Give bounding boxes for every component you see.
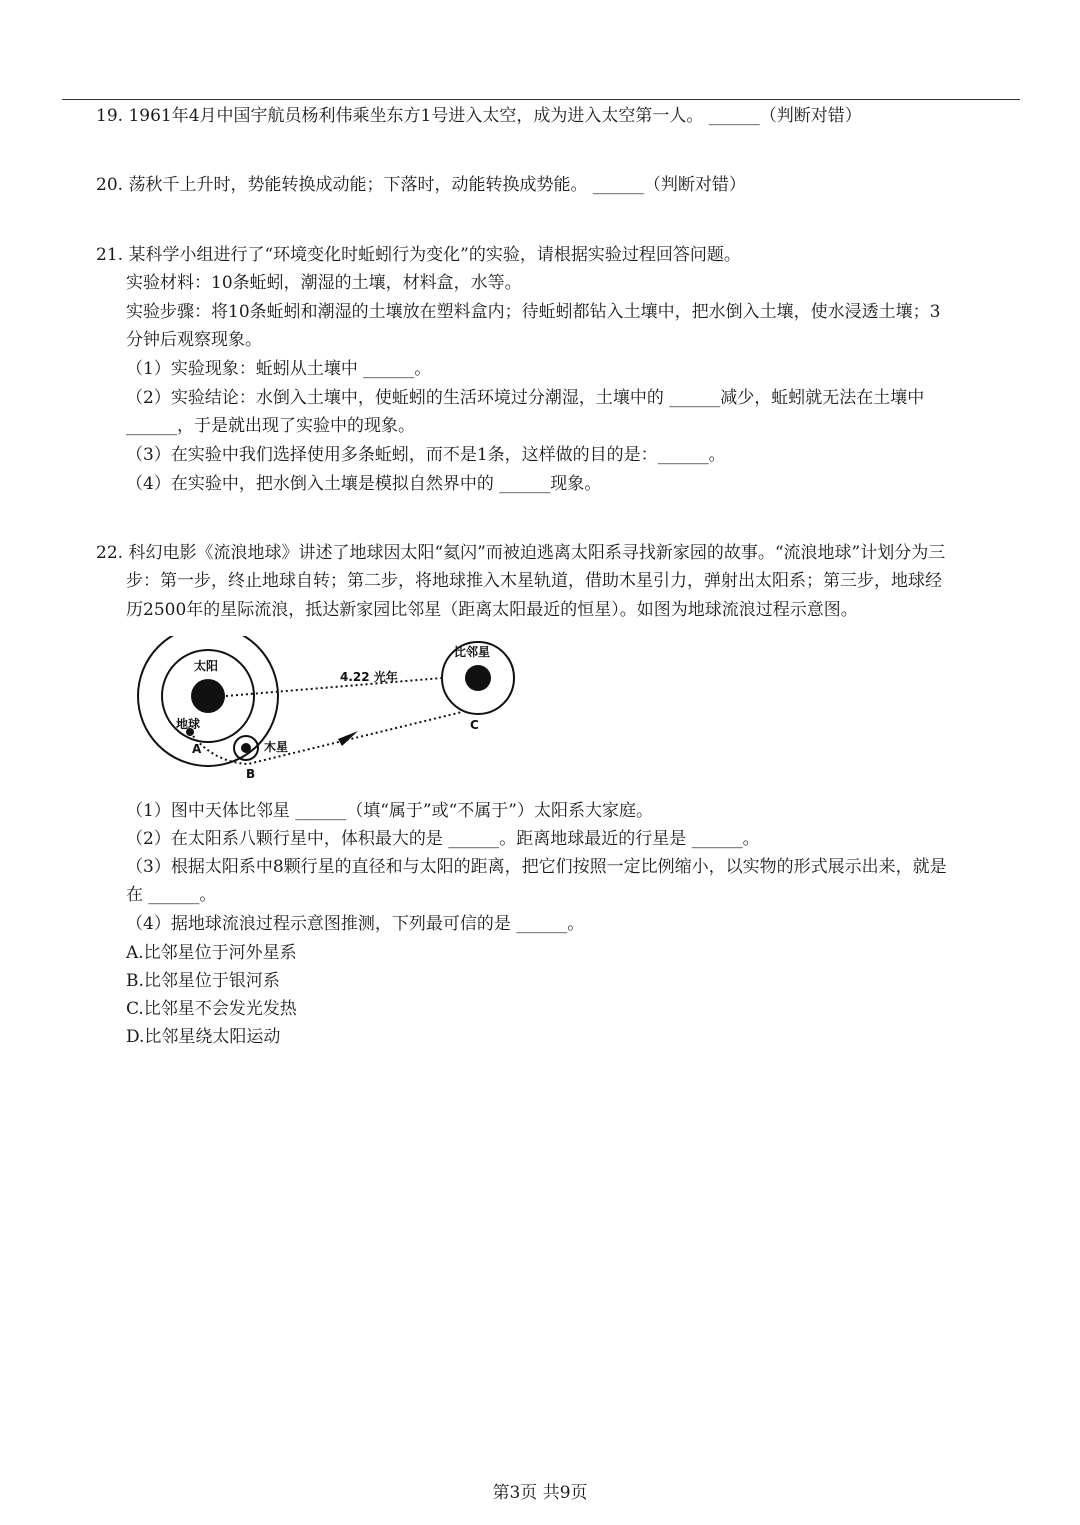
earth-label: 地球 [176,717,201,731]
point-b-label: B [246,767,256,781]
question-22-sub3-line2: 在 ______。 [126,885,217,905]
jupiter-label: 木星 [264,740,289,754]
question-22-sub2: （2）在太阳系八颗行星中，体积最大的是 ______。距离地球最近的行星是 ______。 [126,829,760,849]
option-a: A.比邻星位于河外星系 [126,943,297,963]
question-21-sub2-line1: （2）实验结论：水倒入土壤中，使蚯蚓的生活环境过分潮湿，土壤中的 ______减少，蚯蚓就无法在土壤中 [126,388,925,408]
wandering-earth-diagram [132,636,522,786]
question-22-stem-line3: 历2500年的星际流浪，抵达新家园比邻星（距离太阳最近的恒星）。如图为地球流浪过程示意图。 [126,600,858,620]
option-d: D.比邻星绕太阳运动 [126,1027,281,1047]
earth-trajectory [190,712,462,764]
question-21-steps-line2: 分钟后观察现象。 [126,330,262,350]
question-22-stem-line1: 22. 科幻电影《流浪地球》讲述了地球因太阳“氦闪”而被迫逃离太阳系寻找新家园的故事。“流浪地球”计划分为三 [96,543,946,563]
question-19: 19. 1961年4月中国宇航员杨利伟乘坐东方1号进入太空，成为进入太空第一人。 ______（判断对错） [96,106,862,126]
point-c-label: C [470,718,479,732]
jupiter [241,743,251,753]
question-21-steps-line1: 实验步骤：将10条蚯蚓和潮湿的土壤放在塑料盒内；待蚯蚓都钻入土壤中，把水倒入土壤，使水浸透土壤；3 [126,302,941,322]
question-20: 20. 荡秋千上升时，势能转换成动能；下落时，动能转换成势能。 ______（判断对错） [96,175,746,195]
question-22-sub4: （4）据地球流浪过程示意图推测，下列最可信的是 ______。 [126,914,585,934]
sun-label: 太阳 [194,659,219,673]
point-a-label: A [192,742,202,756]
distance-line [226,678,442,696]
trajectory-arrow [338,731,358,746]
question-21-sub2-line2: ______，于是就出现了实验中的现象。 [126,416,415,436]
question-21-stem: 21. 某科学小组进行了“环境变化时蚯蚓行为变化”的实验，请根据实验过程回答问题。 [96,245,741,265]
distance-label: 4.22 光年 [340,670,398,684]
question-22-sub3-line1: （3）根据太阳系中8颗行星的直径和与太阳的距离，把它们按照一定比例缩小，以实物的形式展示出来，就是 [126,857,947,877]
question-21-sub4: （4）在实验中，把水倒入土壤是模拟自然界中的 ______现象。 [126,474,602,494]
header-rule [62,99,1020,100]
question-22-stem-line2: 步：第一步，终止地球自转；第二步，将地球推入木星轨道，借助木星引力，弹射出太阳系；第三步，地球经 [126,571,942,591]
sun [191,679,225,713]
option-b: B.比邻星位于银河系 [126,971,280,991]
question-21-sub3: （3）在实验中我们选择使用多条蚯蚓，而不是1条，这样做的目的是：______。 [126,445,726,465]
question-22-sub1: （1）图中天体比邻星 ______（填“属于”或“不属于”）太阳系大家庭。 [126,801,653,821]
question-21-materials: 实验材料：10条蚯蚓，潮湿的土壤，材料盒，水等。 [126,273,522,293]
question-21-sub1: （1）实验现象：蚯蚓从土壤中 ______。 [126,359,432,379]
proxima-centauri [465,665,491,691]
option-c: C.比邻星不会发光发热 [126,999,297,1019]
proxima-label: 比邻星 [454,645,491,659]
page-footer: 第3页 共9页 [492,1483,588,1503]
